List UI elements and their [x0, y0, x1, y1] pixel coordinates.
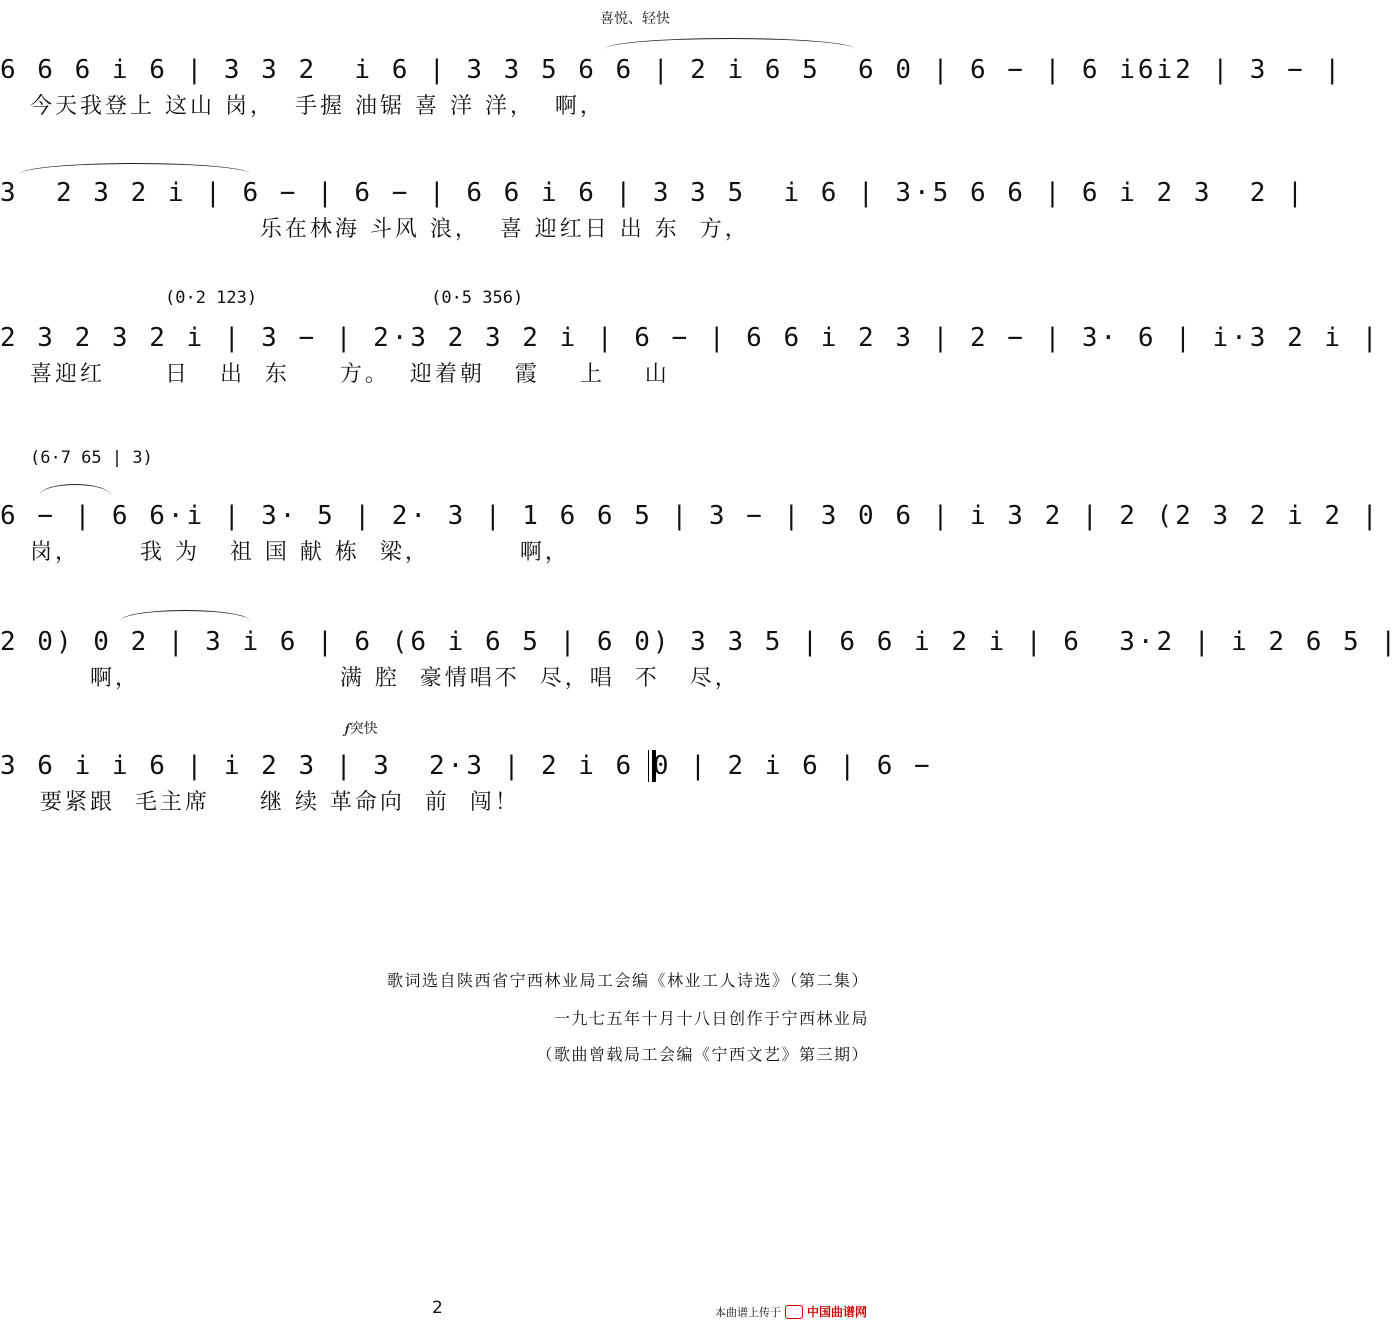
notation-line: 6 6 6 i 6 | 3 3 2 i 6 | 3 3 5 6 6 | 2 i 6 5 6 0 | 6 − | 6 i6i2 | 3 − |	[0, 55, 1344, 85]
slur	[120, 610, 250, 621]
lyrics-line: 要紧跟 毛主席 继 续 革命向 前 闯！	[30, 790, 520, 815]
source-note: （歌曲曾载局工会编《宁西文艺》第三期）	[536, 1045, 869, 1064]
source-note: 一九七五年十月十八日创作于宁西林业局	[553, 1009, 869, 1028]
interlude-notation: (6·7 65 | 3)	[30, 448, 153, 468]
lyrics-line: 乐在林海 斗风 浪， 喜 迎红日 出 东 方，	[30, 217, 750, 242]
footer-text: 本曲谱上传于	[714, 1305, 781, 1319]
interlude-notation: (0·2 123) (0·5 356)	[165, 288, 524, 308]
dynamic-mark: 𝆑突快	[345, 721, 378, 737]
lyrics-line: 啊， 满 腔 豪情唱不 尽，唱 不 尽，	[30, 666, 740, 691]
site-logo-icon	[785, 1305, 803, 1319]
site-logo-text: 中国曲谱网	[806, 1305, 867, 1319]
slur	[20, 163, 250, 174]
notation-line: 3 2 3 2 i | 6 − | 6 − | 6 6 i 6 | 3 3 5 i 6 | 3·5 6 6 | 6 i 2 3 2 |	[0, 178, 1306, 208]
notation-line: 2 3 2 3 2 i | 3 − | 2·3 2 3 2 i | 6 − | 6 6 i 2 3 | 2 − | 3· 6 | i·3 2 i |	[0, 323, 1381, 353]
notation-line: 3 6 i i 6 | i 2 3 | 3 2·3 | 2 i 6 0 | 2 i 6 | 6 −	[0, 751, 933, 781]
final-barline	[648, 750, 656, 782]
page-number: 2	[432, 1298, 443, 1318]
tempo-mark: 喜悦、轻快	[600, 11, 670, 27]
source-note: 歌词选自陕西省宁西林业局工会编《林业工人诗选》（第二集）	[386, 971, 869, 990]
notation-line: 2 0) 0 2 | 3 i 6 | 6 (6 i 6 5 | 6 0) 3 3 5 | 6 6 i 2 i | 6 3·2 | i 2 6 5 |	[0, 627, 1399, 657]
slur	[605, 38, 855, 49]
lyrics-line: 岗， 我 为 祖 国 献 栋 梁， 啊，	[30, 540, 570, 565]
lyrics-line: 喜迎红 日 出 东 方。 迎着朝 霞 上 山	[30, 362, 670, 387]
lyrics-line: 今天我登上 这山 岗， 手握 油锯 喜 洋 洋， 啊，	[30, 94, 605, 119]
upload-footer	[715, 1303, 867, 1320]
notation-line: 6 − | 6 6·i | 3· 5 | 2· 3 | 1 6 6 5 | 3 − | 3 0 6 | i 3 2 | 2 (2 3 2 i 2 |	[0, 501, 1381, 531]
slur	[40, 484, 110, 495]
